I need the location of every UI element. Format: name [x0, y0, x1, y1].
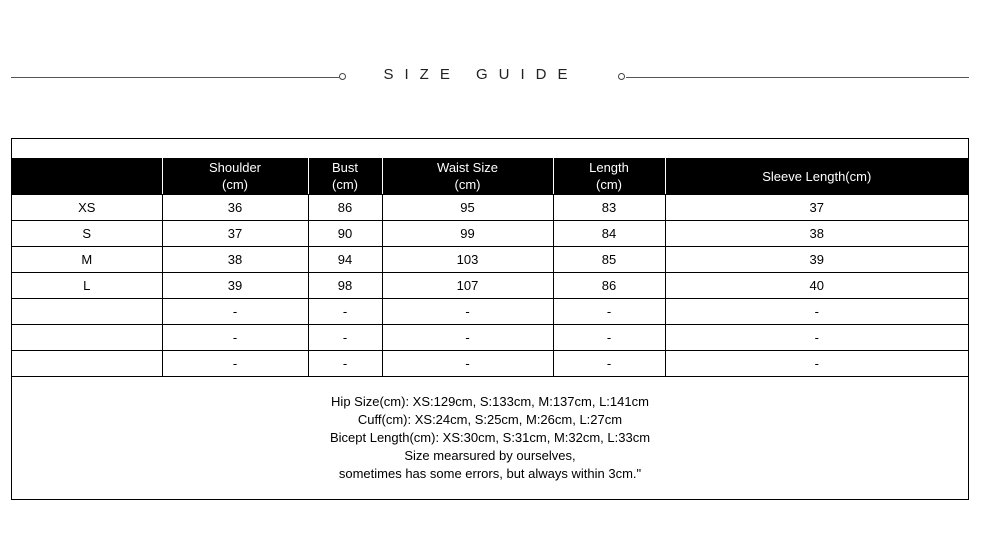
table-cell: 94 [308, 247, 382, 273]
note-line: Hip Size(cm): XS:129cm, S:133cm, M:137cm, L:141cm [331, 394, 649, 409]
table-cell: 103 [382, 247, 553, 273]
table-cell: 86 [308, 195, 382, 221]
size-notes [12, 393, 968, 483]
table-cell: - [162, 351, 308, 377]
table-cell: - [308, 299, 382, 325]
table-cell: 85 [553, 247, 665, 273]
header-unit: (cm) [332, 177, 358, 192]
table-row [12, 325, 968, 351]
size-label-cell: XS [12, 195, 162, 221]
table-cell: - [382, 351, 553, 377]
table-cell: 90 [308, 221, 382, 247]
table-cell: 37 [665, 195, 968, 221]
table-row [12, 351, 968, 377]
size-label-cell [12, 299, 162, 325]
size-label-cell [12, 351, 162, 377]
size-label-cell: M [12, 247, 162, 273]
size-label-cell: S [12, 221, 162, 247]
title-row [0, 65, 982, 89]
header-cell [382, 158, 553, 195]
size-label-cell: L [12, 273, 162, 299]
table-cell: - [162, 299, 308, 325]
table-cell: - [553, 351, 665, 377]
header-cell [308, 158, 382, 195]
size-label-cell [12, 325, 162, 351]
table-row [12, 221, 968, 247]
header-label: Shoulder [208, 160, 262, 175]
table-cell: - [553, 325, 665, 351]
size-table [12, 157, 968, 377]
note-line: Cuff(cm): XS:24cm, S:25cm, M:26cm, L:27cm [357, 412, 623, 427]
page-title: SIZE GUIDE [383, 66, 579, 83]
table-cell: - [308, 351, 382, 377]
table-cell: 37 [162, 221, 308, 247]
table-cell: - [308, 325, 382, 351]
header-unit: (cm) [222, 177, 248, 192]
header-cell [665, 158, 968, 195]
table-row [12, 195, 968, 221]
table-cell: - [382, 299, 553, 325]
table-cell: 86 [553, 273, 665, 299]
table-row [12, 299, 968, 325]
table-cell: 95 [382, 195, 553, 221]
table-cell: 83 [553, 195, 665, 221]
table-cell: 39 [665, 247, 968, 273]
table-cell: 38 [665, 221, 968, 247]
table-cell: 84 [553, 221, 665, 247]
title-left-rule [11, 77, 339, 78]
header-label: Bust [331, 160, 358, 175]
header-label: Sleeve Length(cm) [762, 168, 872, 184]
table-cell: 36 [162, 195, 308, 221]
header-cell [553, 158, 665, 195]
header-unit: (cm) [454, 177, 481, 192]
table-row [12, 247, 968, 273]
title-right-rule [626, 77, 969, 78]
header-cell [12, 158, 162, 195]
table-cell: 107 [382, 273, 553, 299]
table-cell: 99 [382, 221, 553, 247]
table-cell: 98 [308, 273, 382, 299]
table-cell: - [665, 325, 968, 351]
header-cell [162, 158, 308, 195]
table-cell: 39 [162, 273, 308, 299]
table-cell: 38 [162, 247, 308, 273]
table-cell: - [382, 325, 553, 351]
table-row [12, 273, 968, 299]
table-cell: - [665, 299, 968, 325]
note-line: Size mearsured by ourselves, [404, 448, 576, 463]
title-right-dot [618, 73, 625, 80]
title-left-dot [339, 73, 346, 80]
table-cell: - [553, 299, 665, 325]
size-guide-frame [11, 138, 969, 500]
table-header-row [12, 158, 968, 195]
table-cell: 40 [665, 273, 968, 299]
note-line: sometimes has some errors, but always within 3cm." [338, 466, 642, 481]
table-cell: - [665, 351, 968, 377]
header-unit: (cm) [596, 177, 622, 192]
header-label: Waist Size [437, 160, 498, 175]
table-body [12, 195, 968, 377]
header-label: Length [589, 160, 629, 175]
table-cell: - [162, 325, 308, 351]
note-line: Bicept Length(cm): XS:30cm, S:31cm, M:32cm, L:33cm [329, 430, 651, 445]
